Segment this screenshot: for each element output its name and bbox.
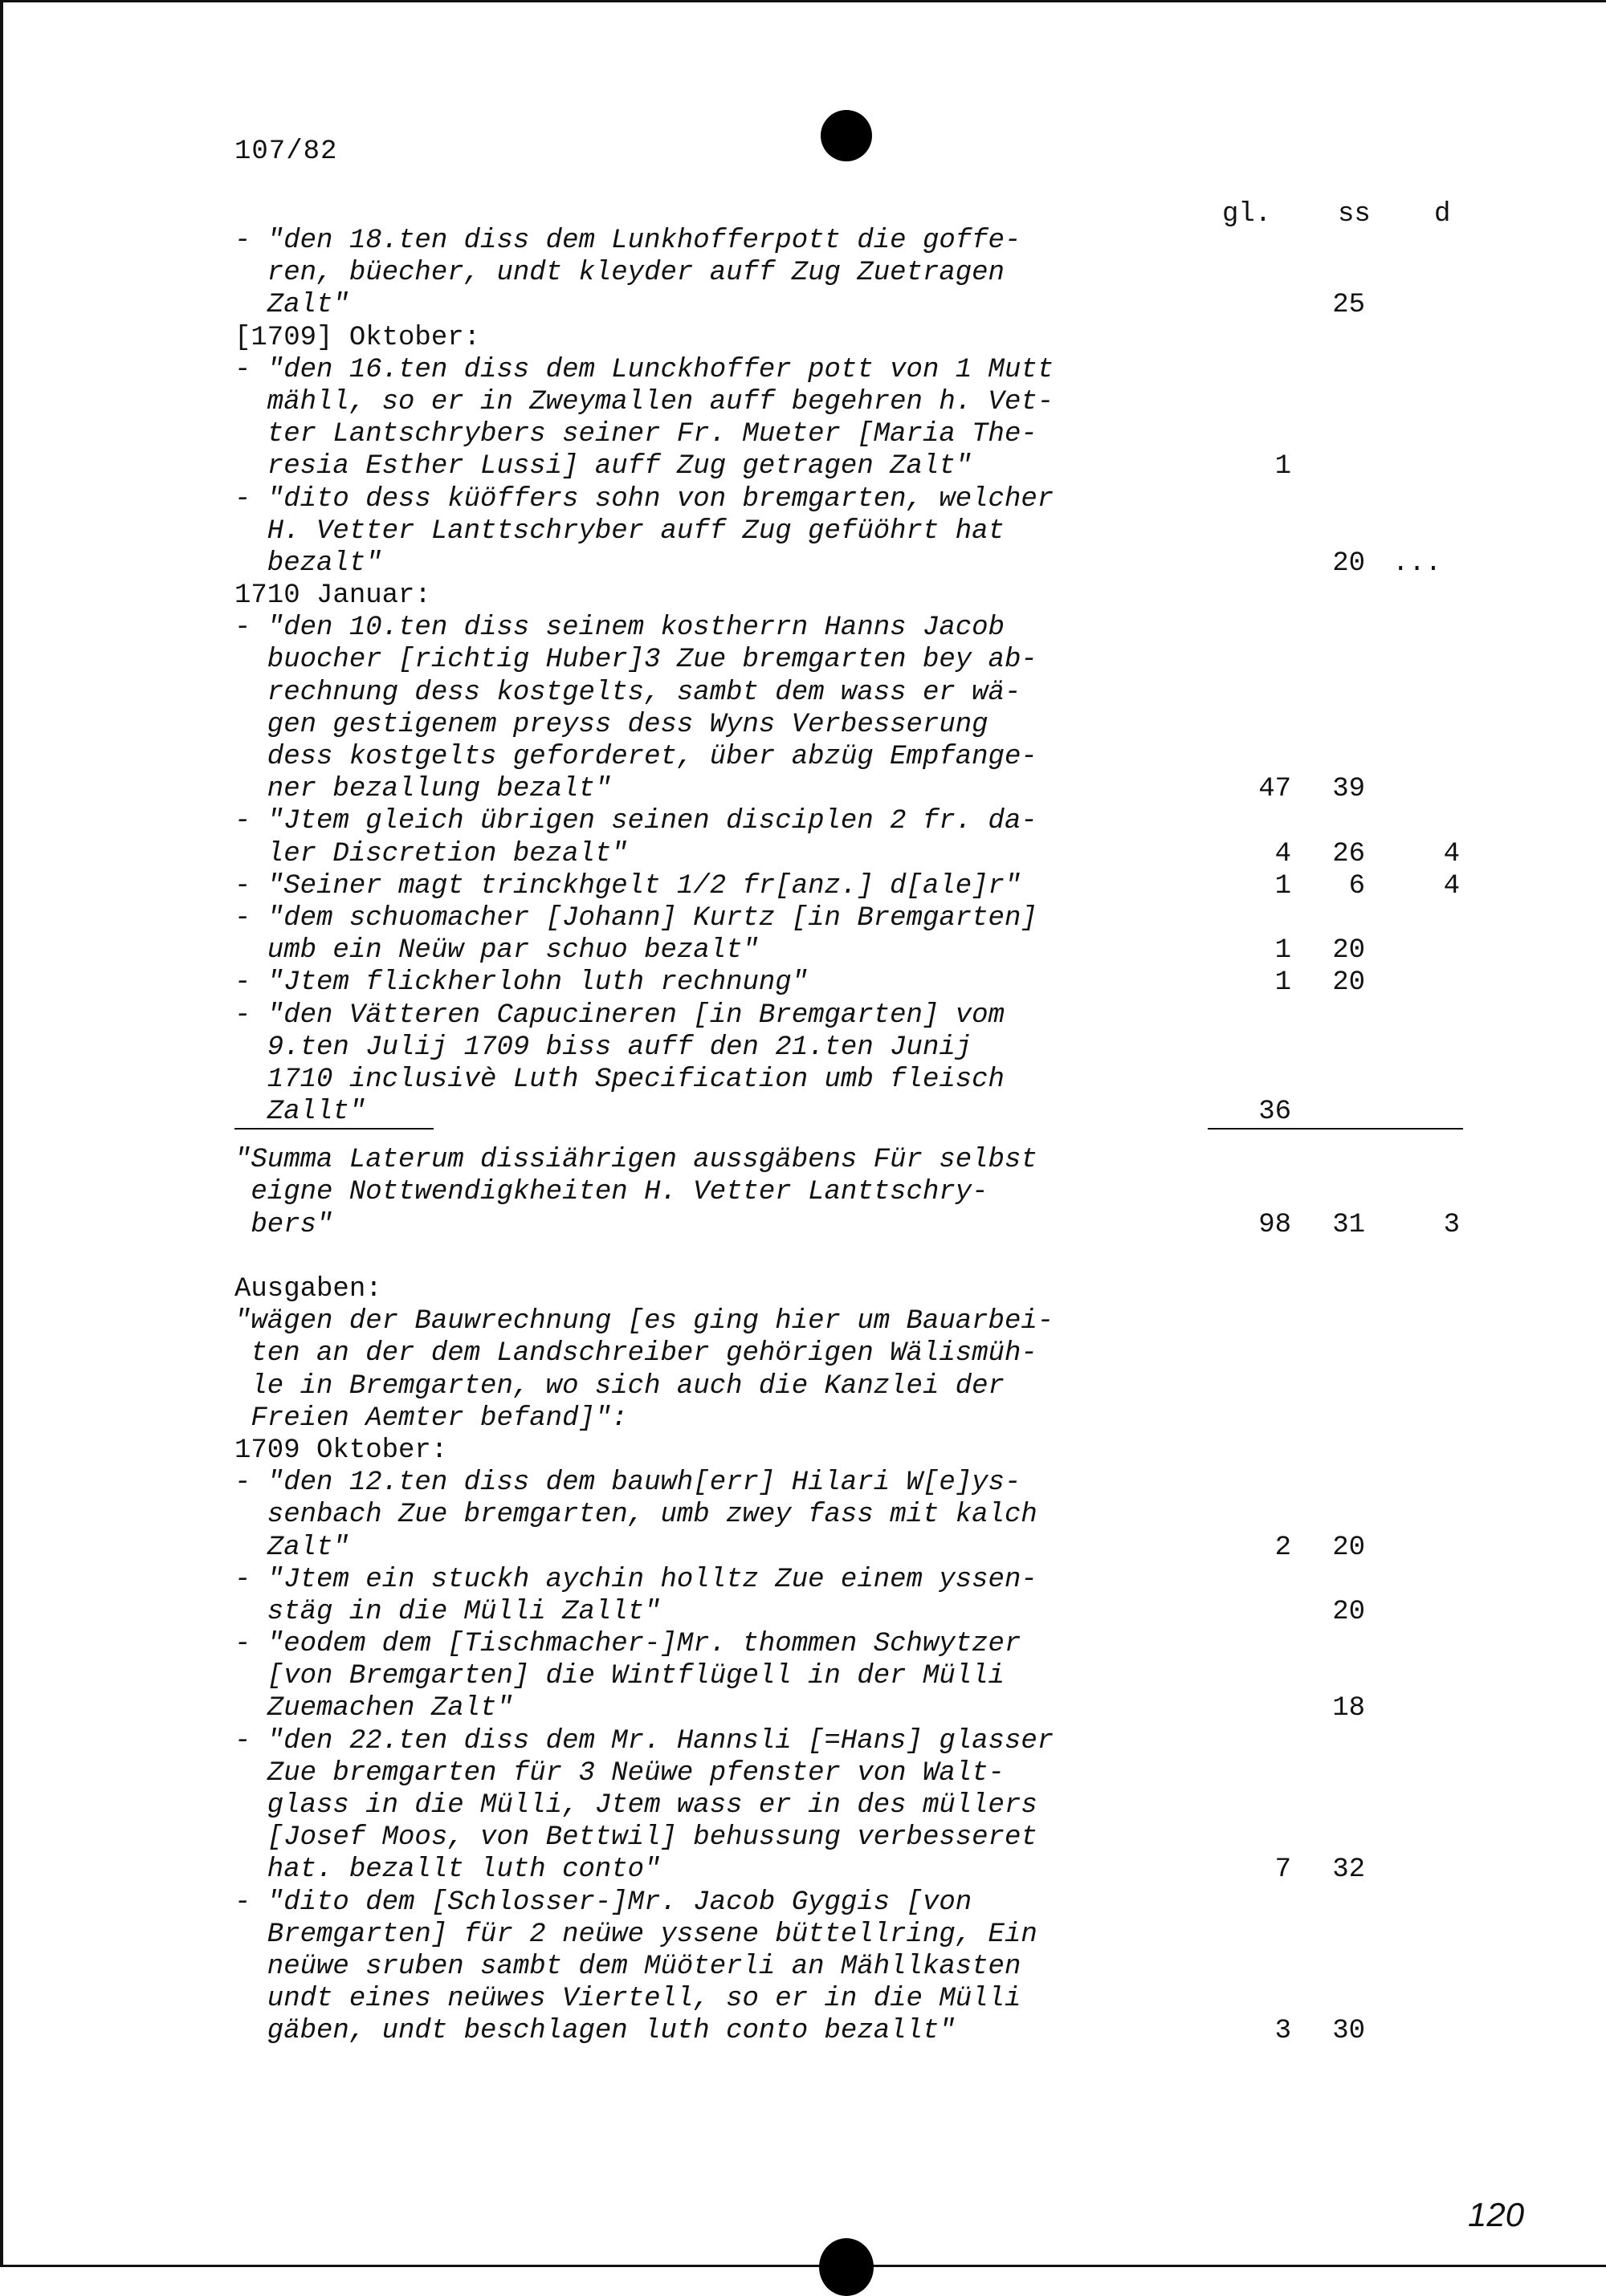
handwritten-page-number: 120 <box>1468 2196 1525 2233</box>
amount-denar: 4 <box>1443 870 1460 902</box>
page-reference: 107/82 <box>234 136 338 167</box>
ledger-line <box>234 1532 1471 1564</box>
column-header-d: d <box>1434 199 1451 230</box>
ledger-text: 1709 Oktober: <box>234 1435 448 1466</box>
ledger-line <box>234 1919 1471 1951</box>
ledger-line <box>234 1305 1471 1337</box>
ledger-line <box>234 225 1471 257</box>
amount-gulden: 1 <box>1274 935 1291 967</box>
ledger-line <box>234 548 1471 580</box>
amount-denar: 4 <box>1443 838 1460 869</box>
amount-schilling: 20 <box>1332 967 1365 999</box>
ledger-line <box>234 838 1471 870</box>
ledger-text: [1709] Oktober: <box>234 322 481 353</box>
ledger-text: dess kostgelts geforderet, über abzüg Empfange- <box>234 742 1037 772</box>
ledger-line <box>234 580 1471 612</box>
ledger-text: bers" <box>234 1209 333 1240</box>
ledger-text: - "dem schuomacher [Johann] Kurtz [in Bremgarten] <box>234 902 1037 934</box>
ledger-line <box>234 902 1471 934</box>
ledger-line <box>234 2015 1471 2047</box>
ledger-line <box>234 1854 1471 1886</box>
amount-gulden: 36 <box>1258 1097 1291 1128</box>
amount-schilling: 26 <box>1332 838 1365 869</box>
ledger-line <box>234 322 1471 354</box>
ledger-transcription <box>234 225 1471 2048</box>
ledger-line <box>234 999 1471 1032</box>
ledger-text: senbach Zue bremgarten, umb zwey fass mit kalch <box>234 1500 1037 1531</box>
ledger-line <box>234 1983 1471 2015</box>
ledger-text: - "den Vätteren Capucineren [in Bremgarten] vom <box>234 999 1005 1031</box>
punch-hole-bottom <box>819 2238 874 2296</box>
ledger-text: 1710 Januar: <box>234 580 431 612</box>
amount-gulden: 1 <box>1274 870 1291 902</box>
ledger-text: Freien Aemter befand]": <box>234 1402 628 1434</box>
ledger-text: - "Jtem ein stuckh aychin holltz Zue einem yssen- <box>234 1564 1037 1595</box>
scan-border-left <box>0 0 3 2267</box>
blank-line <box>234 1241 1471 1273</box>
ledger-line <box>234 1402 1471 1435</box>
ledger-text: Bremgarten] für 2 neüwe yssene büttellring, Ein <box>234 1919 1037 1950</box>
ledger-line <box>234 1951 1471 1983</box>
ledger-line <box>234 515 1471 548</box>
ledger-text: buocher [richtig Huber]3 Zue bremgarten bey ab- <box>234 645 1037 676</box>
ledger-text: Zue bremgarten für 3 Neüwe pfenster von Walt- <box>234 1757 1005 1789</box>
underline-rule <box>234 1128 434 1130</box>
ledger-line <box>234 1435 1471 1467</box>
ledger-text: ner bezallung bezalt" <box>234 774 612 805</box>
ledger-line <box>234 483 1471 515</box>
ledger-text: glass in die Mülli, Jtem wass er in des müllers <box>234 1790 1037 1821</box>
ledger-text: ren, büecher, undt kleyder auff Zug Zuetragen <box>234 258 1005 289</box>
amount-ellipsis: ... <box>1392 548 1442 579</box>
ledger-line <box>234 870 1471 902</box>
ledger-text: Zalt" <box>234 1532 349 1563</box>
amount-schilling: 20 <box>1332 1532 1365 1563</box>
ledger-line <box>234 1725 1471 1757</box>
ledger-line <box>234 1692 1471 1724</box>
ledger-text: "Summa Laterum dissiährigen aussgäbens Für selbst <box>234 1145 1037 1176</box>
ledger-text: le in Bremgarten, wo sich auch die Kanzlei der <box>234 1370 1005 1402</box>
ledger-line <box>234 1032 1471 1064</box>
ledger-text: stäg in die Mülli Zallt" <box>234 1596 661 1627</box>
amount-gulden: 2 <box>1274 1532 1291 1563</box>
ledger-text: umb ein Neüw par schuo bezalt" <box>234 935 759 967</box>
ledger-text: rechnung dess kostgelts, sambt dem wass er wä- <box>234 677 1021 708</box>
ledger-text: - "den 10.ten diss seinem kostherrn Hanns Jacob <box>234 613 1005 644</box>
amount-schilling: 25 <box>1332 290 1365 321</box>
ledger-text: - "den 16.ten diss dem Lunckhoffer pott von 1 Mutt <box>234 354 1054 385</box>
ledger-text: 9.ten Julij 1709 biss auff den 21.ten Junij <box>234 1032 972 1063</box>
ledger-text: neüwe sruben sambt dem Müöterli an Mähllkasten <box>234 1951 1021 1982</box>
column-header-ss: ss <box>1338 199 1371 230</box>
amount-gulden: 1 <box>1274 451 1291 482</box>
ledger-text: - "den 18.ten diss dem Lunkhofferpott die goffe- <box>234 226 1021 256</box>
ledger-text: - "dito dem [Schlosser-]Mr. Jacob Gyggis [von <box>234 1887 972 1918</box>
ledger-text: Zuemachen Zalt" <box>234 1693 513 1724</box>
ledger-line <box>234 934 1471 967</box>
ledger-text: - "Jtem gleich übrigen seinen disciplen 2 fr. da- <box>234 806 1037 837</box>
ledger-line <box>234 257 1471 289</box>
ledger-text: bezalt" <box>234 548 382 579</box>
amount-schilling: 20 <box>1332 935 1365 967</box>
ledger-text: Zallt" <box>234 1097 366 1128</box>
ledger-line <box>234 805 1471 837</box>
ledger-text: - "Seiner magt trinckhgelt 1/2 fr[anz.] d[ale]r" <box>234 870 1021 902</box>
ledger-line <box>234 1499 1471 1531</box>
ledger-text: - "eodem dem [Tischmacher-]Mr. thommen Schwytzer <box>234 1629 1021 1660</box>
ledger-text: "wägen der Bauwrechnung [es ging hier um Bauarbei- <box>234 1306 1054 1337</box>
ledger-line <box>234 644 1471 676</box>
ledger-line <box>234 709 1471 741</box>
ledger-text: gäben, undt beschlagen luth conto bezallt" <box>234 2016 956 2047</box>
ledger-line <box>234 1176 1471 1208</box>
ledger-line <box>234 1822 1471 1854</box>
amount-schilling: 30 <box>1332 2016 1365 2047</box>
ledger-line <box>234 386 1471 418</box>
ledger-line <box>234 1273 1471 1305</box>
ledger-text: Ausgaben: <box>234 1274 382 1305</box>
ledger-line <box>234 418 1471 450</box>
ledger-line <box>234 967 1471 999</box>
amount-schilling: 31 <box>1332 1209 1365 1240</box>
ledger-line <box>234 1628 1471 1660</box>
ledger-line <box>234 677 1471 709</box>
punch-hole-top <box>821 110 872 161</box>
ledger-line <box>234 1096 1471 1128</box>
amount-schilling: 6 <box>1348 870 1365 902</box>
amount-schilling: 32 <box>1332 1854 1365 1886</box>
ledger-line <box>234 741 1471 773</box>
column-header-gl: gl. <box>1222 199 1272 230</box>
amount-gulden: 3 <box>1274 2016 1291 2047</box>
amount-schilling: 39 <box>1332 774 1365 805</box>
amount-gulden: 4 <box>1274 838 1291 869</box>
ledger-line <box>234 1467 1471 1499</box>
ledger-text: Zalt" <box>234 290 349 321</box>
amount-gulden: 1 <box>1274 967 1291 999</box>
ledger-text: [von Bremgarten] die Wintflügell in der Mülli <box>234 1661 1005 1692</box>
ledger-text: ter Lantschrybers seiner Fr. Mueter [Maria The- <box>234 419 1037 450</box>
ledger-line <box>234 1887 1471 1919</box>
spacer <box>234 1128 1471 1144</box>
ledger-line <box>234 1064 1471 1096</box>
amount-denar: 3 <box>1443 1209 1460 1240</box>
ledger-text: hat. bezallt luth conto" <box>234 1854 661 1886</box>
ledger-line <box>234 1660 1471 1692</box>
ledger-text: undt eines neüwes Viertell, so er in die Mülli <box>234 1984 1021 2015</box>
ledger-text: 1710 inclusivè Luth Specification umb fleisch <box>234 1064 1005 1095</box>
amount-gulden: 7 <box>1274 1854 1291 1886</box>
ledger-text: mähll, so er in Zweymallen auff begehren h. Vet- <box>234 386 1054 417</box>
ledger-line <box>234 1596 1471 1628</box>
ledger-line <box>234 450 1471 482</box>
ledger-text: - "Jtem flickherlohn luth rechnung" <box>234 967 809 999</box>
ledger-text: [Josef Moos, von Bettwil] behussung verbesseret <box>234 1822 1037 1854</box>
ledger-text: - "den 12.ten diss dem bauwh[err] Hilari W[e]ys- <box>234 1468 1021 1499</box>
ledger-text: - "dito dess küöffers sohn von bremgarten, welcher <box>234 483 1054 515</box>
ledger-line <box>234 1209 1471 1241</box>
ledger-text: - "den 22.ten diss dem Mr. Hannsli [=Hans] glasser <box>234 1725 1054 1757</box>
ledger-line <box>234 1337 1471 1370</box>
ledger-line <box>234 1789 1471 1822</box>
sum-rule <box>1208 1128 1463 1130</box>
ledger-line <box>234 1144 1471 1176</box>
scan-border-top <box>0 0 1606 2</box>
amount-schilling: 18 <box>1332 1693 1365 1724</box>
ledger-text: gen gestigenem preyss dess Wyns Verbesserung <box>234 709 988 740</box>
ledger-text: eigne Nottwendigkheiten H. Vetter Lanttschry- <box>234 1177 988 1208</box>
ledger-text: ten an der dem Landschreiber gehörigen Wälismüh- <box>234 1338 1037 1370</box>
ledger-line <box>234 1757 1471 1789</box>
ledger-text: resia Esther Lussi] auff Zug getragen Zalt" <box>234 451 972 482</box>
ledger-line <box>234 773 1471 805</box>
amount-gulden: 98 <box>1258 1209 1291 1240</box>
ledger-line <box>234 612 1471 644</box>
ledger-line <box>234 1370 1471 1402</box>
amount-schilling: 20 <box>1332 548 1365 579</box>
amount-gulden: 47 <box>1258 774 1291 805</box>
ledger-line <box>234 1564 1471 1596</box>
ledger-line <box>234 289 1471 321</box>
amount-schilling: 20 <box>1332 1596 1365 1627</box>
ledger-text: ler Discretion bezalt" <box>234 838 628 869</box>
ledger-line <box>234 354 1471 386</box>
ledger-text: H. Vetter Lanttschryber auff Zug gefüöhrt hat <box>234 515 1005 547</box>
